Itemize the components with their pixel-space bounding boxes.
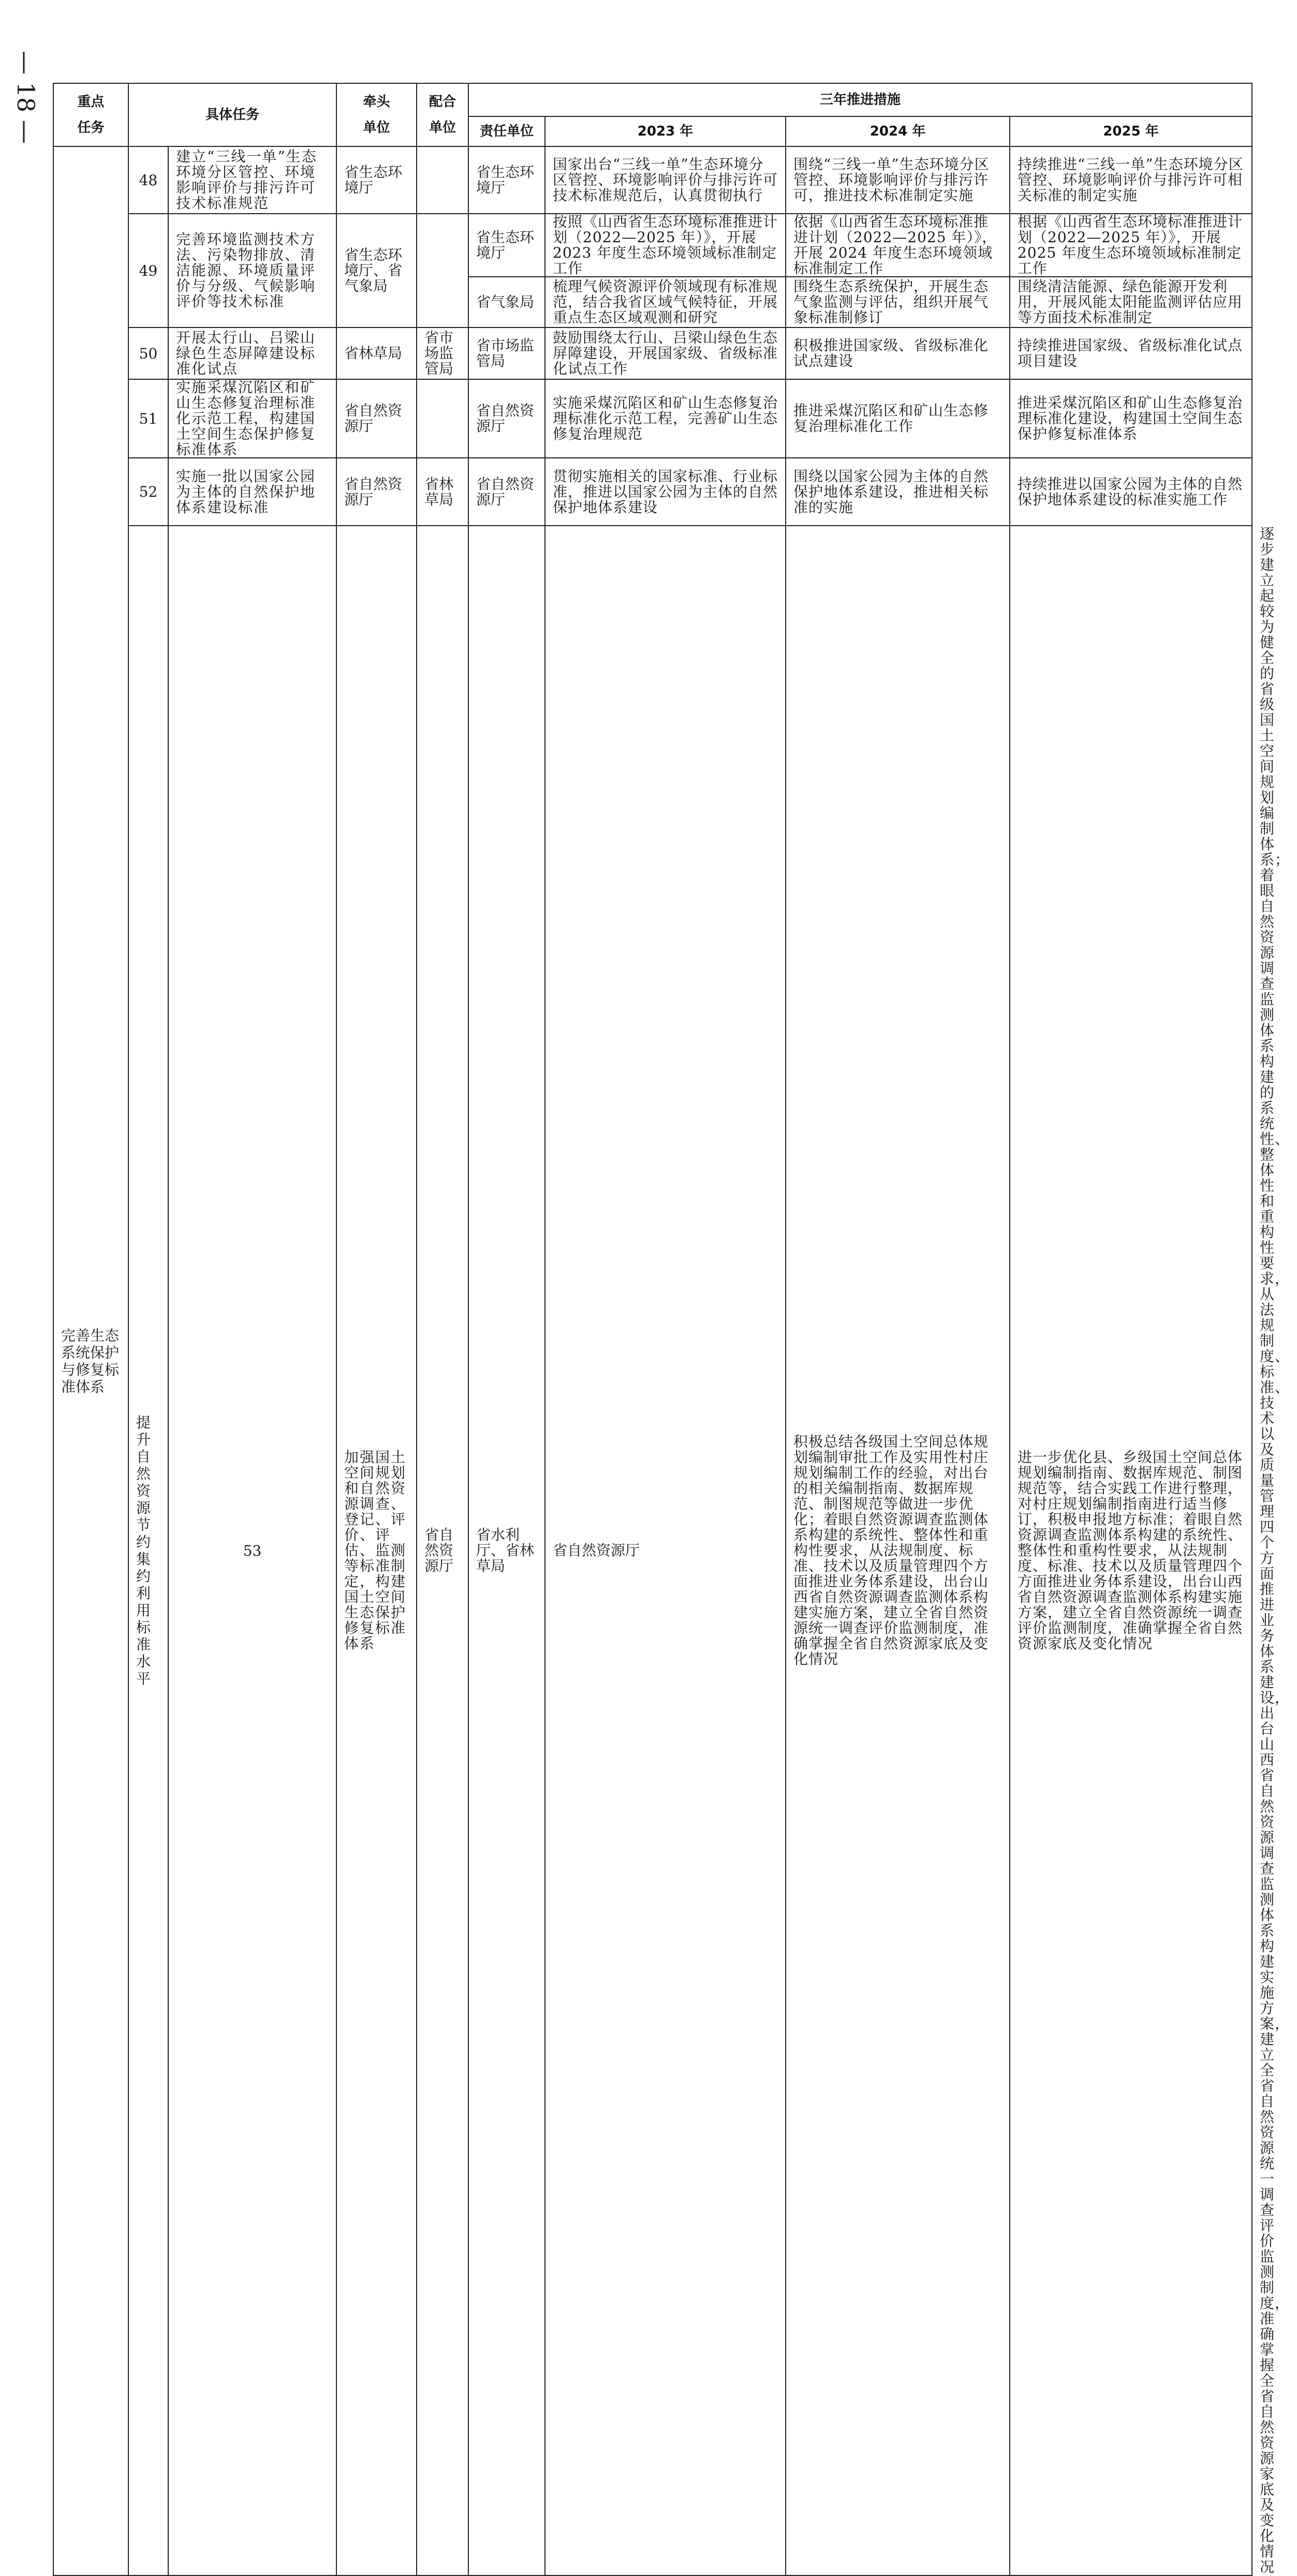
measure-2024: 推进采煤沉陷区和矿山生态修复治理标准化工作 — [786, 379, 1010, 458]
category-cell: 提升自然资源节约集约利用标准水平 — [128, 526, 168, 2575]
coop-unit: 省市场监管局 — [417, 327, 468, 379]
measure-2025: 根据《山西省生态环境标准推进计划（2022—2025 年）》，开展 2025 年度生态环境领域标准制定工作 — [1010, 214, 1252, 277]
measure-2024: 围绕以国家公园为主体的自然保护地体系建设，推进相关标准的实施 — [786, 458, 1010, 526]
task-description: 完善环境监测技术方法、污染物排放、清洁能源、环境质量评价与分级、气候影响评价等技术标准 — [168, 214, 336, 327]
task-number: 51 — [128, 379, 168, 458]
coop-unit: 省水利厅、省林草局 — [468, 526, 545, 2575]
measure-2024: 围绕“三线一单”生态环境分区管控、环境影响评价与排污许可，推进技术标准制定实施 — [786, 146, 1010, 214]
lead-unit: 省自然资源厅 — [417, 526, 468, 2575]
table-row — [53, 146, 1252, 214]
task-number: 49 — [128, 214, 168, 327]
header-2025: 2025 年 — [1010, 116, 1252, 146]
task-description: 开展太行山、吕梁山绿色生态屏障建设标准化试点 — [168, 327, 336, 379]
resp-unit: 省自然资源厅 — [545, 526, 786, 2575]
resp-unit: 省生态环境厅 — [468, 146, 545, 214]
measure-2025: 持续推进国家级、省级标准化试点项目建设 — [1010, 327, 1252, 379]
measure-2023: 鼓励围绕太行山、吕梁山绿色生态屏障建设，开展国家级、省级标准化试点工作 — [545, 327, 786, 379]
task-description: 实施一批以国家公园为主体的自然保护地体系建设标准 — [168, 458, 336, 526]
category-cell: 完善生态系统保护与修复标准体系 — [53, 146, 128, 2575]
task-number: 52 — [128, 458, 168, 526]
header-2024: 2024 年 — [786, 116, 1010, 146]
coop-unit: 省林草局 — [417, 458, 468, 526]
task-description: 实施采煤沉陷区和矿山生态修复治理标准化示范工程，构建国土空间生态保护修复标准体系 — [168, 379, 336, 458]
resp-unit: 省市场监管局 — [468, 327, 545, 379]
header-resp-unit: 责任单位 — [468, 116, 545, 146]
lead-unit: 省林草局 — [336, 327, 417, 379]
measure-2023: 实施采煤沉陷区和矿山生态修复治理标准化示范工程，完善矿山生态修复治理规范 — [545, 379, 786, 458]
header-row-1 — [53, 83, 1252, 116]
task-number: 53 — [168, 526, 336, 2575]
measure-2024: 围绕生态系统保护，开展生态气象监测与评估，组织开展气象标准制修订 — [786, 277, 1010, 327]
table-row — [53, 327, 1252, 379]
lead-unit: 省生态环境厅、省气象局 — [336, 214, 417, 327]
task-number: 50 — [128, 327, 168, 379]
header-lead-line1: 牵头 — [363, 94, 390, 110]
measure-2023: 贯彻实施相关的国家标准、行业标准，推进以国家公园为主体的自然保护地体系建设 — [545, 458, 786, 526]
lead-unit: 省自然资源厅 — [336, 458, 417, 526]
lead-unit: 省自然资源厅 — [336, 379, 417, 458]
measure-2025: 推进采煤沉陷区和矿山生态修复治理标准化建设，构建国土空间生态保护修复标准体系 — [1010, 379, 1252, 458]
measure-2023: 国家出台“三线一单”生态环境分区管控、环境影响评价与排污许可技术标准规范后，认真贯彻执行 — [545, 146, 786, 214]
measure-2024: 进一步优化县、乡级国土空间总体规划编制指南、数据库规范、制图规范等，结合实践工作进行整理，对村庄规划编制指南进行适当修订，积极申报地方标准；着眼自然资源调查监测体系构建的系统性、整体性和重构性要求，从法规制度、标准、技术以及质量管理四个方面推进业务体系建设，出台山西省自然资源调查监测体系构建实施方案，建立全省自然资源统一调查评价监测制度，准确掌握全省自然资源家底及变化情况 — [1010, 526, 1252, 2575]
coop-unit — [417, 146, 468, 214]
header-2023: 2023 年 — [545, 116, 786, 146]
coop-unit — [417, 214, 468, 327]
table-row: 提升自然资源节约集约利用标准水平 53 加强国土空间规划和自然资源调查、登记、评价、评估、监测等标准制定，构建国土空间生态保护修复标准体系 省自然资源厅 省水利厅、省林草局 省自然资源厅 积极总结各级国土空间总体规划编制审批工作及实用性村庄规划编制工作的经验，对出台的相关编制指南、数据库规范、制图规范等做进一步优化；着眼自然资源调查监测体系构建的系统性、整体性和重构性要求，从法规制度、标准、技术以及质量管理四个方面推进业务体系建设，出台山西省自然资源调查监测体系构建实施方案，建立全省自然资源统一调查评价监测制度，准确掌握全省自然资源家底及变化情况 进一步优化县、乡级国土空间总体规划编制指南、数据库规范、制图规范等，结合实践工作进行整理，对村庄规划编制指南进行适当修订，积极申报地方标准；着眼自然资源调查监测体系构建的系统性、整体性和重构性要求，从法规制度、标准、技术以及质量管理四个方面推进业务体系建设，出台山西省自然资源调查监测体系构建实施方案，建立全省自然资源统一调查评价监测制度，准确掌握全省自然资源家底及变化情况 逐步建立起较为健全的省级国土空间规划编制体系；着眼自然资源调查监测体系构建的系统性、整体性和重构性要求，从法规制度、标准、技术以及质量管理四个方面推进业务体系建设，出台山西省自然资源调查监测体系构建实施方案，建立全省自然资源统一调查评价监测制度，准确掌握全省自然资源家底及变化情况 — [53, 526, 1252, 2575]
measure-2024: 依据《山西省生态环境标准推进计划（2022—2025 年）》，开展 2024 年度生态环境领域标准制定工作 — [786, 214, 1010, 277]
measure-2023: 积极总结各级国土空间总体规划编制审批工作及实用性村庄规划编制工作的经验，对出台的相关编制指南、数据库规范、制图规范等做进一步优化；着眼自然资源调查监测体系构建的系统性、整体性和重构性要求，从法规制度、标准、技术以及质量管理四个方面推进业务体系建设，出台山西省自然资源调查监测体系构建实施方案，建立全省自然资源统一调查评价监测制度，准确掌握全省自然资源家底及变化情况 — [786, 526, 1010, 2575]
header-coop-unit — [417, 83, 468, 146]
header-key-task-line2: 任务 — [77, 120, 105, 136]
resp-unit: 省生态环境厅 — [468, 214, 545, 277]
coop-unit — [417, 379, 468, 458]
standards-task-table — [53, 83, 1290, 2576]
measure-2023: 按照《山西省生态环境标准推进计划（2022—2025 年）》，开展 2023 年度生态环境领域标准制定工作 — [545, 214, 786, 277]
measure-2024: 积极推进国家级、省级标准化试点建设 — [786, 327, 1010, 379]
resp-unit: 省自然资源厅 — [468, 458, 545, 526]
measure-2023: 梳理气候资源评价领域现有标准规范，结合我省区域气候特征，开展重点生态区域观测和研究 — [545, 277, 786, 327]
header-lead-line2: 单位 — [363, 120, 390, 136]
task-number: 48 — [128, 146, 168, 214]
header-coop-line2: 单位 — [429, 120, 456, 136]
measure-2025: 持续推进“三线一单”生态环境分区管控、环境影响评价与排污许可相关标准的制定实施 — [1010, 146, 1252, 214]
measure-2025: 持续推进以国家公园为主体的自然保护地体系建设的标准实施工作 — [1010, 458, 1252, 526]
header-key-task — [53, 83, 128, 146]
header-specific-task: 具体任务 — [128, 83, 336, 146]
header-key-task-line1: 重点 — [77, 94, 105, 110]
table-row — [53, 214, 1252, 277]
header-coop-line1: 配合 — [429, 94, 456, 110]
task-description: 建立“三线一单”生态环境分区管控、环境影响评价与排污许可技术标准规范 — [168, 146, 336, 214]
table-row — [53, 379, 1252, 458]
resp-unit: 省自然资源厅 — [468, 379, 545, 458]
table-row — [53, 458, 1252, 526]
resp-unit: 省气象局 — [468, 277, 545, 327]
lead-unit: 省生态环境厅 — [336, 146, 417, 214]
measure-2025: 围绕清洁能源、绿色能源开发利用，开展风能太阳能监测评估应用等方面技术标准制定 — [1010, 277, 1252, 327]
header-three-year: 三年推进措施 — [468, 83, 1252, 116]
page-number: — 18 — — [12, 50, 40, 144]
header-lead-unit — [336, 83, 417, 146]
task-description: 加强国土空间规划和自然资源调查、登记、评价、评估、监测等标准制定，构建国土空间生态保护修复标准体系 — [336, 526, 417, 2575]
